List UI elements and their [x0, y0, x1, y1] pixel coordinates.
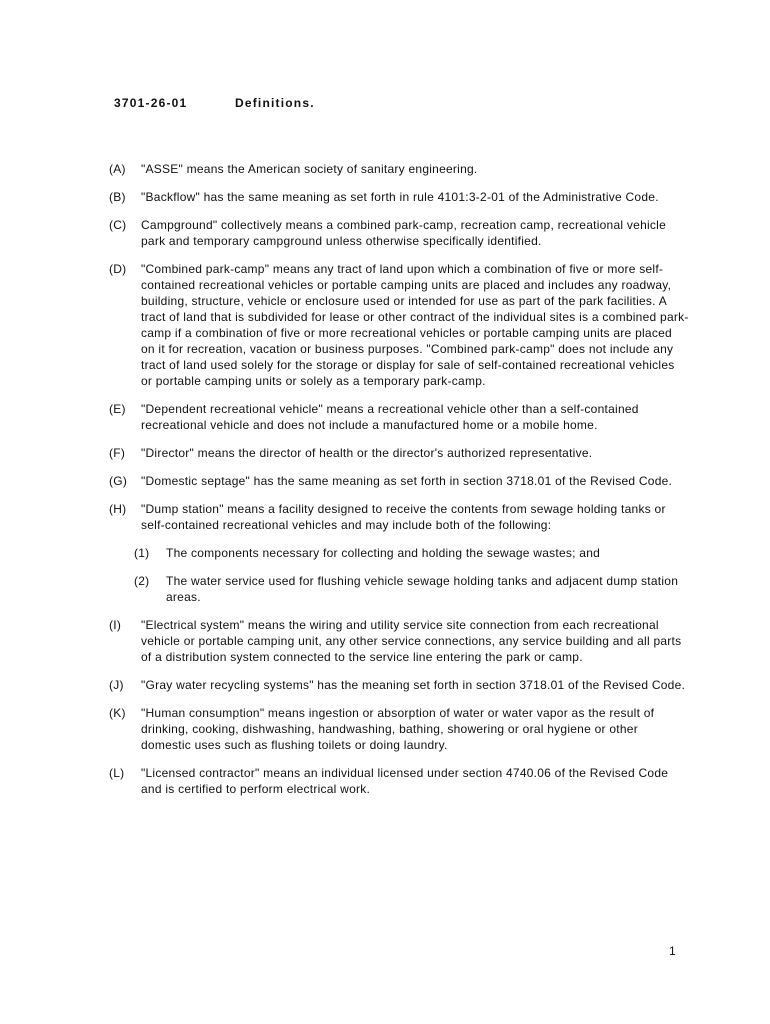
definition-text: "Gray water recycling systems" has the meaning set forth in section 3718.01 of the Revised Code.	[141, 678, 686, 692]
rule-title: Definitions.	[235, 96, 315, 110]
definition-text: "Dependent recreational vehicle" means a recreational vehicle other than a self-contained recreational vehicle and does not include a manufactured home or a mobile home.	[141, 402, 639, 432]
definition-label: (B)	[109, 190, 126, 204]
definition-label: (G)	[109, 474, 128, 488]
definition-text: "Director" means the director of health or the director's authorized representative.	[141, 446, 593, 460]
definition-text: "Combined park-camp" means any tract of land upon which a combination of five or more self-contained recreational vehicles or portable camping units are placed and includes any roadway, building, structure, vehicle or enclosure used or intended for use as part of the park facilities. A tract of land that is subdivided for lease or other contract of the individual sites is a combined park-camp if a combination of five or more recreational vehicles or portable camping units are placed on it for recreation, vacation or business purposes. "Combined park-camp" does not include any tract of land used solely for the storage or display for sale of self-contained recreational vehicles or portable camping units or solely as a temporary park-camp.	[141, 262, 689, 388]
definition-label: (C)	[109, 218, 127, 232]
definition-item	[109, 677, 689, 693]
definition-text: "Licensed contractor" means an individual licensed under section 4740.06 of the Revised Code and is certified to perform electrical work.	[141, 766, 669, 796]
dump-station-subitem	[109, 573, 689, 605]
definition-item	[109, 189, 689, 205]
definition-item	[109, 161, 689, 177]
definition-label: (I)	[109, 618, 122, 632]
definition-item	[109, 445, 689, 461]
definition-item	[109, 261, 689, 389]
rule-number: 3701-26-01	[114, 96, 188, 110]
definition-label: (A)	[109, 162, 126, 176]
definition-label: (D)	[109, 262, 127, 276]
dump-station-subitem	[109, 545, 689, 561]
subitem-label: (1)	[134, 546, 150, 560]
definition-text: "Dump station" means a facility designed to receive the contents from sewage holding tanks or self-contained recreational vehicles and may include both of the following:	[141, 502, 666, 532]
definitions-list	[109, 161, 689, 809]
definition-item	[109, 501, 689, 533]
definition-text: "Domestic septage" has the same meaning as set forth in section 3718.01 of the Revised Code.	[141, 474, 673, 488]
definition-text: Campground" collectively means a combined park-camp, recreation camp, recreational vehicle park and temporary campground unless otherwise specifically identified.	[141, 218, 666, 248]
subitem-text: The water service used for flushing vehicle sewage holding tanks and adjacent dump station areas.	[166, 574, 679, 604]
definition-item	[109, 617, 689, 665]
definition-item	[109, 217, 689, 249]
definition-text: "Backflow" has the same meaning as set forth in rule 4101:3-2-01 of the Administrative Code.	[141, 190, 659, 204]
definition-item	[109, 473, 689, 489]
subitem-label: (2)	[134, 574, 150, 588]
definition-text: "Human consumption" means ingestion or absorption of water or water vapor as the result of drinking, cooking, dishwashing, handwashing, bathing, showering or oral hygiene or other domestic uses such as flushing toilets or doing laundry.	[141, 706, 655, 752]
definition-label: (H)	[109, 502, 127, 516]
definition-text: "ASSE" means the American society of sanitary engineering.	[141, 162, 478, 176]
definition-label: (F)	[109, 446, 126, 460]
subitem-text: The components necessary for collecting and holding the sewage wastes; and	[166, 546, 601, 560]
definition-label: (L)	[109, 766, 125, 780]
rule-heading	[114, 96, 315, 110]
definition-text: "Electrical system" means the wiring and utility service site connection from each recreational vehicle or portable camping unit, any other service connections, any service building and all parts of a distribution system connected to the service line entering the park or camp.	[141, 618, 682, 664]
definition-label: (K)	[109, 706, 126, 720]
definition-item	[109, 765, 689, 797]
definition-item	[109, 401, 689, 433]
definition-label: (J)	[109, 678, 124, 692]
page-number: 1	[669, 944, 676, 958]
definition-label: (E)	[109, 402, 126, 416]
definition-item	[109, 705, 689, 753]
